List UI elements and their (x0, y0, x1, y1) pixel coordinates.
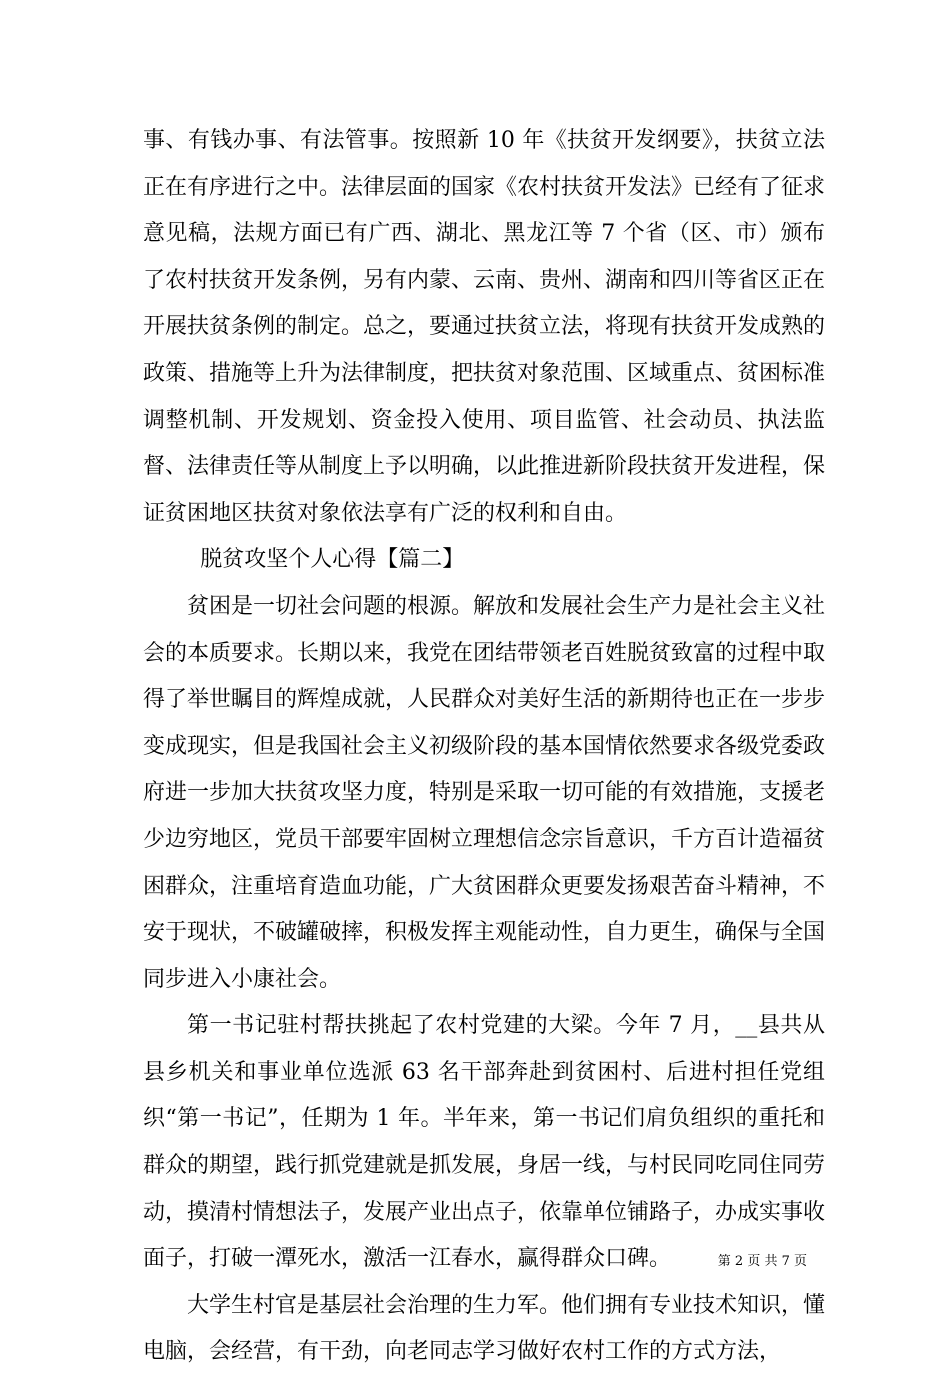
paragraph-3: 第一书记驻村帮扶挑起了农村党建的大梁。今年 7 月，__县共从县乡机关和事业单位选派 63 名干部奔赴到贫困村、后进村担任党组织“第一书记”，任期为 1 年。半年来，第一书记们肩负组织的重托和群众的期望，践行抓党建就是抓发展，身居一线，与村民同吃同住同劳动，摸清村情想法子，发展产业出点子，依靠单位铺路子，办成实事收面子，打破一潭死水，激活一江春水，赢得群众口碑。 (143, 1013, 826, 1272)
page-number: 第 2 页 共 7 页 (717, 1254, 807, 1269)
paragraph-2: 贫困是一切社会问题的根源。解放和发展社会生产力是社会主义社会的本质要求。长期以来，我党在团结带领老百姓脱贫致富的过程中取得了举世瞩目的辉煌成就，人民群众对美好生活的新期待也正在一步步变成现实，但是我国社会主义初级阶段的基本国情依然要求各级党委政府进一步加大扶贫攻坚力度，特别是采取一切可能的有效措施，支援老少边穷地区，党员干部要牢固树立理想信念宗旨意识，千方百计造福贫困群众，注重培育造血功能，广大贫困群众更要发扬艰苦奋斗精神，不安于现状，不破罐破摔，积极发挥主观能动性，自力更生，确保与全国同步进入小康社会。 (143, 593, 826, 992)
paragraph-4: 大学生村官是基层社会治理的生力军。他们拥有专业技术知识，懂电脑，会经营，有干劲，向老同志学习做好农村工作的方式方法， (143, 1292, 826, 1365)
section-heading: 脱贫攻坚个人心得【篇二】 (200, 547, 465, 573)
paragraph-1: 事、有钱办事、有法管事。按照新 10 年《扶贫开发纲要》，扶贫立法正在有序进行之中。法律层面的国家《农村扶贫开发法》已经有了征求意见稿，法规方面已有广西、湖北、黑龙江等 7 个省（区、市）颁布了农村扶贫开发条例，另有内蒙、云南、贵州、湖南和四川等省区正在开展扶贫条例的制定。总之，要通过扶贫立法，将现有扶贫开发成熟的政策、措施等上升为法律制度，把扶贫对象范围、区域重点、贫困标准调整机制、开发规划、资金投入使用、项目监管、社会动员、执法监督、法律责任等从制度上予以明确，以此推进新阶段扶贫开发进程，保证贫困地区扶贫对象依法享有广泛的权利和自由。 (143, 128, 826, 526)
document-body (143, 118, 825, 1376)
